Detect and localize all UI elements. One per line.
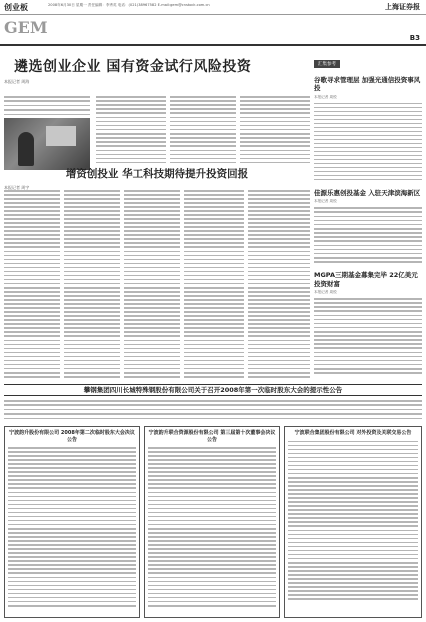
main-column (4, 50, 310, 85)
notice-box (144, 426, 280, 618)
feature-body-col-4 (184, 190, 244, 378)
notice-body (288, 441, 418, 601)
masthead-logo: GEM (4, 18, 48, 37)
sidebar-item-body (314, 298, 422, 374)
header-meta: 2008年6月30日 星期一 责任编辑：李秀英 电话：(021)38967582 E-mail:gem@cnstock.com.cn (48, 3, 210, 7)
section-label: 创业板 (4, 3, 28, 12)
banner-body (4, 400, 422, 420)
notice-title: 宁波韵升股份有限公司 2008年第二次临时股东大会决议公告 (9, 430, 135, 443)
sidebar-item-title: 谷歌寻求管理层 加强光通信投资事风投 (314, 76, 421, 93)
page-header (0, 0, 426, 46)
sidebar-item-byline: 本报记者 周悦 (314, 94, 337, 99)
sidebar-item-byline: 本报记者 周悦 (314, 199, 337, 204)
sidebar-item-body (314, 207, 422, 263)
paper-name: 上海证券报 (385, 3, 420, 11)
lead-body-col-1 (4, 96, 90, 116)
notice-body (148, 447, 276, 607)
page-number: B3 (409, 34, 420, 42)
photo-person (18, 132, 34, 166)
feature-body-col-3 (124, 190, 180, 378)
lead-body-col-4 (240, 96, 310, 164)
news-sidebar (314, 50, 422, 374)
feature-body-col-5 (248, 190, 310, 378)
feature-byline: 本报记者 周宇 (4, 185, 30, 190)
notice-banner: 攀钢集团四川长城特殊钢股份有限公司关于召开2008年第一次临时股东大会的提示性公告 (4, 384, 422, 396)
photo-screen (46, 126, 76, 146)
sidebar-item-body (314, 103, 422, 181)
lead-body-col-2 (96, 96, 166, 164)
sidebar-item-title: MGPA三期基金募集完毕 22亿美元投资财富 (314, 271, 418, 288)
notice-box (4, 426, 140, 618)
notice-box (284, 426, 422, 618)
lead-headline: 遴选创业企业 国有资金试行风险投资 (14, 59, 252, 75)
notice-body (8, 447, 136, 607)
sidebar-tag: 汇集参考 (314, 60, 340, 68)
header-rule (0, 14, 426, 15)
news-photo (4, 118, 90, 170)
sidebar-item-title: 佳源乐惠创投基金 入驻天津滨海新区 (314, 188, 421, 197)
feature-body-col-1 (4, 190, 60, 378)
lead-body-col-3 (170, 96, 236, 164)
lead-byline: 本报记者 周海 (4, 79, 30, 84)
feature-headline: 增资创投业 华工科技期待提升投资回报 (65, 168, 249, 180)
feature-body-col-2 (64, 190, 120, 378)
notice-title: 宁波联合集团股份有限公司 对外投资及关联交易公告 (294, 430, 412, 436)
notice-title: 宁波韵升联合资源股份有限公司 第三届第十次董事会决议公告 (148, 430, 276, 443)
sidebar-item-byline: 本报记者 周悦 (314, 290, 337, 295)
